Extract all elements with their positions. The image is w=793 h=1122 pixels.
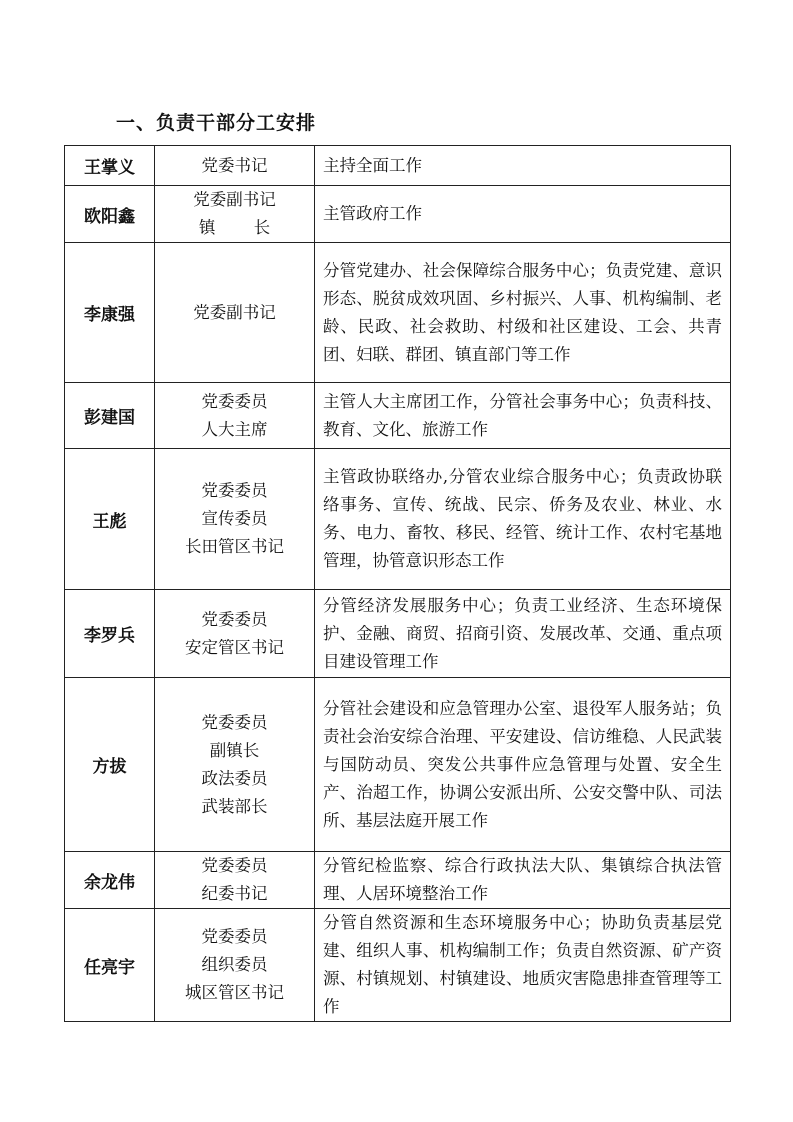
duty-assignment-table — [64, 145, 731, 1022]
cadre-name: 余龙伟 — [65, 852, 155, 909]
cadre-positions — [155, 243, 315, 383]
page-heading: 一、负责干部分工安排 — [116, 112, 317, 134]
cadre-positions — [155, 146, 315, 186]
position-title: 党委委员 — [201, 927, 268, 946]
table-row — [65, 852, 731, 909]
position-title: 城区管区书记 — [185, 983, 284, 1002]
position-title: 安定管区书记 — [185, 637, 284, 657]
cadre-name: 方拔 — [65, 678, 155, 852]
cadre-name: 李罗兵 — [65, 590, 155, 678]
cadre-positions — [155, 909, 315, 1022]
table-row — [65, 146, 731, 186]
duty-description: 分管经济发展服务中心；负责工业经济、生态环境保护、金融、商贸、招商引资、发展改革、交通、重点项目建设管理工作 — [315, 590, 731, 678]
duty-description: 分管自然资源和生态环境服务中心；协助负责基层党建、组织人事、机构编制工作；负责自然资源、矿产资源、村镇规划、村镇建设、地质灾害隐患排查管理等工作 — [315, 909, 731, 1022]
table-row — [65, 186, 731, 243]
cadre-positions — [155, 678, 315, 852]
position-title: 副镇长 — [209, 740, 260, 760]
duty-description: 主管人大主席团工作，分管社会事务中心；负责科技、教育、文化、旅游工作 — [315, 383, 731, 449]
position-title: 镇 长 — [198, 218, 271, 237]
duty-description: 主持全面工作 — [315, 146, 731, 186]
table-row — [65, 590, 731, 678]
cadre-name: 王彪 — [65, 449, 155, 590]
duty-description: 分管党建办、社会保障综合服务中心；负责党建、意识形态、脱贫成效巩固、乡村振兴、人事、机构编制、老龄、民政、社会救助、村级和社区建设、工会、共青团、妇联、群团、镇直部门等工作 — [315, 243, 731, 383]
duty-description: 主管政协联络办,分管农业综合服务中心；负责政协联络事务、宣传、统战、民宗、侨务及农业、林业、水务、电力、畜牧、移民、经管、统计工作、农村宅基地管理，协管意识形态工作 — [315, 449, 731, 590]
position-title: 长田管区书记 — [185, 537, 284, 556]
position-title: 人大主席 — [201, 419, 268, 439]
position-title: 党委委员 — [201, 609, 268, 629]
cadre-positions — [155, 590, 315, 678]
duty-description: 分管社会建设和应急管理办公室、退役军人服务站；负责社会治安综合治理、平安建设、信访维稳、人民武装与国防动员、突发公共事件应急管理与处置、安全生产、治超工作，协调公安派出所、公安交警中队、司法所、基层法庭开展工作 — [315, 678, 731, 852]
position-title: 党委委员 — [201, 712, 268, 732]
cadre-positions — [155, 449, 315, 590]
position-title: 党委委员 — [201, 481, 268, 500]
cadre-name: 欧阳鑫 — [65, 186, 155, 243]
position-title: 政法委员 — [201, 768, 268, 788]
cadre-positions — [155, 186, 315, 243]
position-title: 党委委员 — [201, 391, 268, 411]
cadre-name: 李康强 — [65, 243, 155, 383]
cadre-positions — [155, 383, 315, 449]
cadre-name: 任亮宇 — [65, 909, 155, 1022]
position-title: 党委副书记 — [193, 190, 276, 209]
table-row — [65, 909, 731, 1022]
position-title: 组织委员 — [201, 955, 268, 974]
cadre-positions — [155, 852, 315, 909]
duty-description: 主管政府工作 — [315, 186, 731, 243]
position-title: 武装部长 — [201, 796, 268, 816]
position-title: 纪委书记 — [201, 884, 268, 903]
position-title: 党委委员 — [201, 856, 268, 875]
cadre-name: 王掌义 — [65, 146, 155, 186]
table-row — [65, 243, 731, 383]
table-row — [65, 678, 731, 852]
table-row — [65, 449, 731, 590]
position-title: 宣传委员 — [201, 509, 268, 528]
cadre-name: 彭建国 — [65, 383, 155, 449]
position-title: 党委书记 — [201, 155, 268, 175]
position-title: 党委副书记 — [193, 302, 276, 322]
table-row — [65, 383, 731, 449]
duty-description: 分管纪检监察、综合行政执法大队、集镇综合执法管理、人居环境整治工作 — [315, 852, 731, 909]
